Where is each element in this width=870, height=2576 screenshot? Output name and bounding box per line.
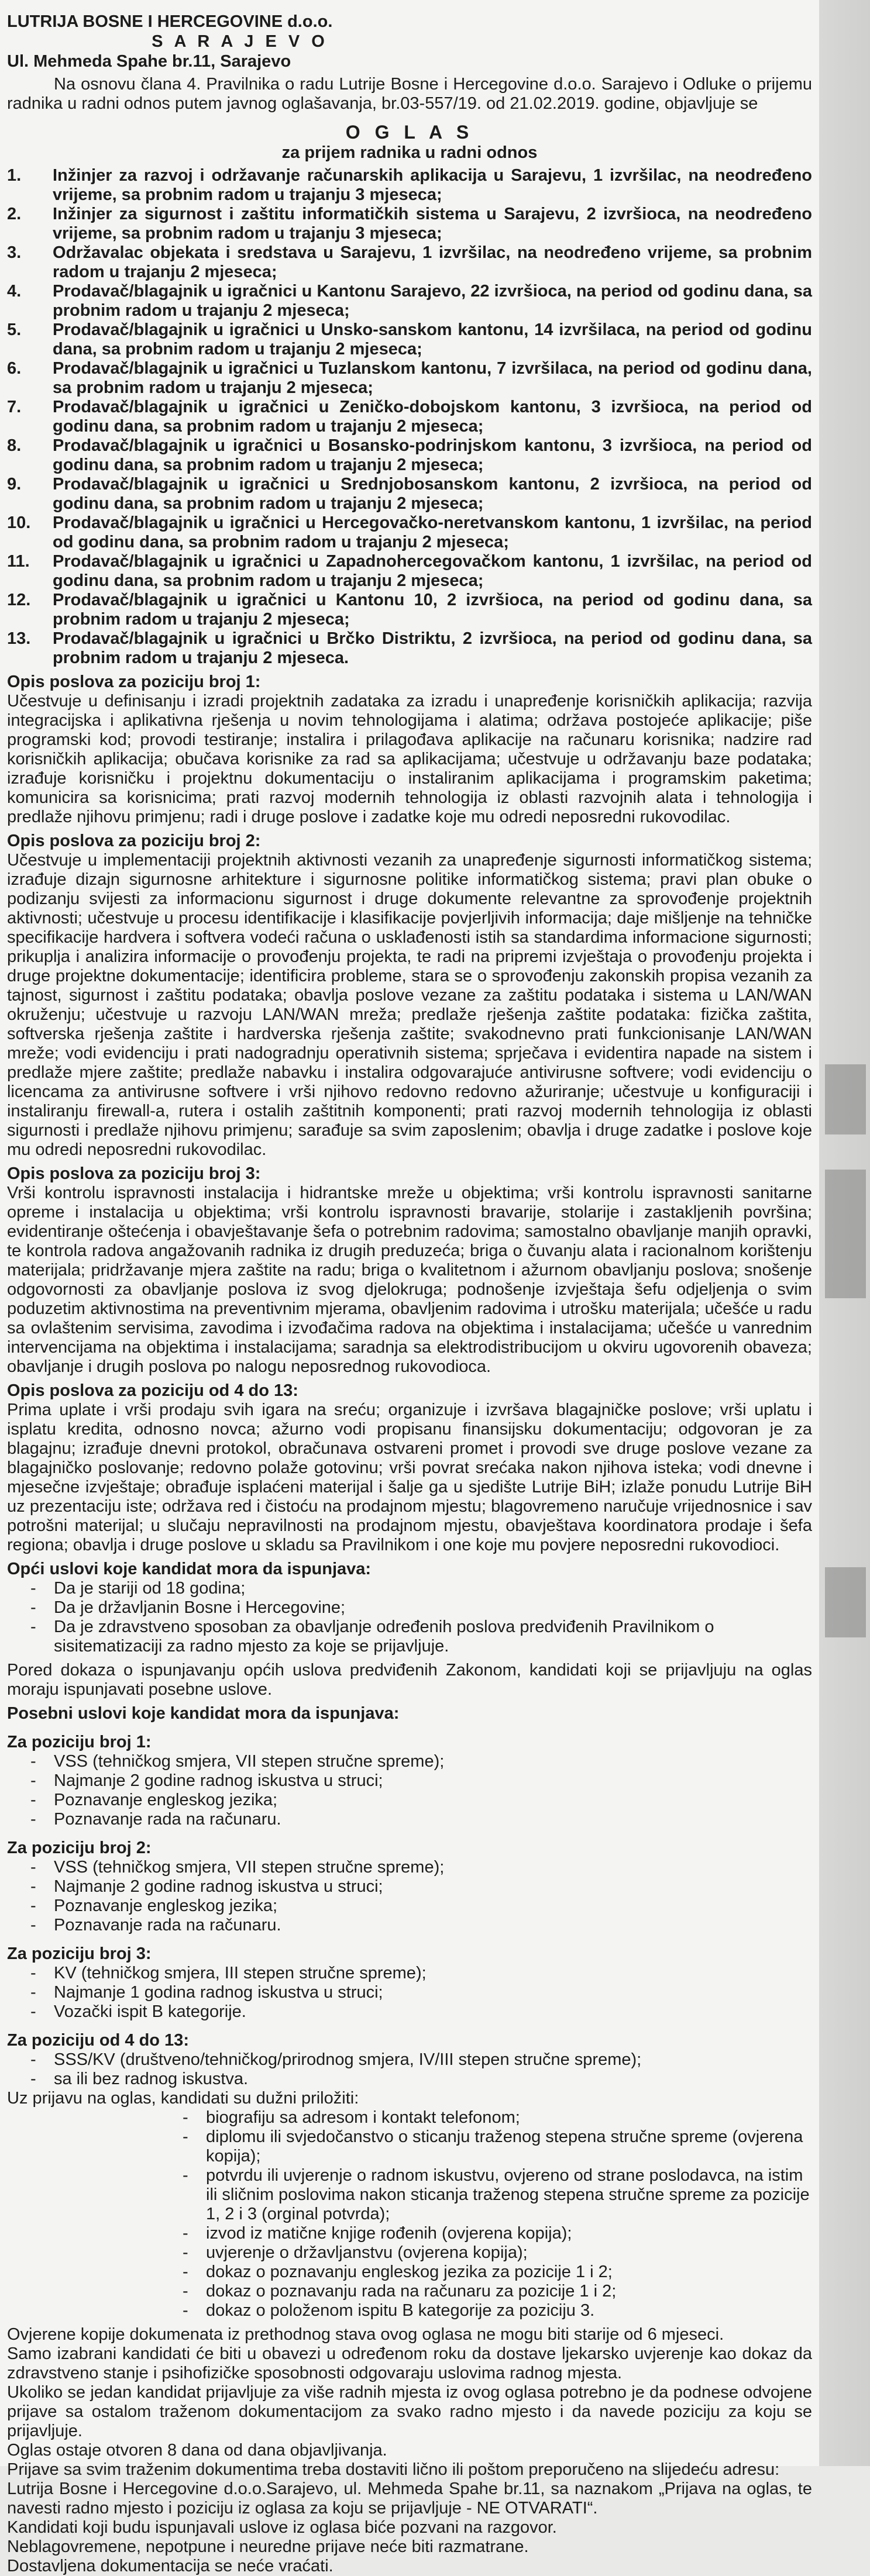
list-item: - Da je zdravstveno sposoban za obavljanje određenih poslova predviđenih Pravilnikom o sisitematizaciji za radno mjesto za koje se prijavljuje. xyxy=(30,1618,812,1656)
adjacent-ad-block xyxy=(825,1170,866,1298)
closing-paragraph: Samo izabrani kandidati će biti u obavezi u određenom roku da dostave ljekarsko uvjerenje kao dokaz da zdravstveno stanje i psihofizičke sposobnosti odgovaraju uslovima radnog mjesta. xyxy=(7,2344,812,2382)
closing-paragraph: Kandidati koji budu ispunjavali uslove iz oglasa biće pozvani na razgovor. xyxy=(7,2518,557,2537)
position-item: 1. Inžinjer za razvoj i održavanje računarskih aplikacija u Sarajevu, 1 izvršilac, na neodređeno vrijeme, sa probnim radom u trajanju 3 mjeseca; xyxy=(7,166,812,204)
list-item: - diplomu ili svjedočanstvo o sticanju traženog stepena stručne spreme (ovjerena kopija); xyxy=(183,2127,812,2166)
position-item: 8. Prodavač/blagajnik u igračnici u Bosansko-podrinjskom kantonu, 3 izvršioca, na period od godinu dana, sa probnim radom u trajanju 2 mjeseca; xyxy=(7,436,812,474)
list-item: - dokaz o poznavanju engleskog jezika za pozicije 1 i 2; xyxy=(183,2263,812,2282)
list-item: - SSS/KV (društveno/tehničkog/prirodnog smjera, IV/III stepen stručne spreme); xyxy=(30,2050,812,2070)
ad-subtitle: za prijem radnika u radni odnos xyxy=(281,143,538,162)
list-item: - Da je stariji od 18 godina; xyxy=(30,1579,812,1598)
ad-title: O G L A S xyxy=(345,122,474,143)
list-item: - Poznavanje rada na računaru. xyxy=(30,1916,812,1935)
special-group-heading: Za poziciju od 4 do 13: xyxy=(7,2031,189,2050)
list-item: - KV (tehničkog smjera, III stepen stručne spreme); xyxy=(30,1964,812,1983)
list-item: - Poznavanje rada na računaru. xyxy=(30,1810,812,1829)
closing-paragraph: Oglas ostaje otvoren 8 dana od dana objavljivanja. xyxy=(7,2441,387,2460)
desc4-heading: Opis poslova za poziciju od 4 do 13: xyxy=(7,1381,298,1400)
company-address: Ul. Mehmeda Spahe br.11, Sarajevo xyxy=(7,52,291,71)
desc2-heading: Opis poslova za poziciju broj 2: xyxy=(7,832,261,850)
list-item: - potvrdu ili uvjerenje o radnom iskustvu, ovjereno od strane poslodavca, na istim ili sličnim poslovima nakon sticanja traženog stepena stručne spreme za pozicije 1, 2 i 3 (orginal potvrda); xyxy=(183,2166,812,2224)
general-heading: Opći uslovi koje kandidat mora da ispunjava: xyxy=(7,1560,372,1578)
list-item: - Poznavanje engleskog jezika; xyxy=(30,1896,812,1916)
desc1-text: Učestvuje u definisanju i izradi projektnih zadataka za izradu i unapređenje korisničkih aplikacija; razvija integracijska i aplikativna rješenja u novim tehnologijama i alatima; održava postojeće aplikacije; piše programski kod; provodi testiranje; instalira i prilagođava aplikacije na računaru korisnika; nadzire rad korisničkih aplikacija; obučava korisnike za rad sa aplikacijama; učestvuje u održavanju baze podataka; izrađuje korisničku i projektnu dokumentaciju o instaliranim aplikacijama i programskim paketima; komunicira sa korisnicima; prati razvoj modernih tehnologija iz oblasti razvojnih alata i tehnologija i predlaže njihovu primjenu; radi i druge poslove i zadatke koje mu odredi neposredni rukovodilac. xyxy=(7,692,812,826)
position-item: 9. Prodavač/blagajnik u igračnici u Srednjobosanskom kantonu, 2 izvršioca, na period od godinu dana, sa probnim radom u trajanju 2 mjeseca; xyxy=(7,475,812,513)
desc4-text: Prima uplate i vrši prodaju svih igara na sreću; organizuje i izvršava blagajničke poslove; vrši uplatu i isplatu kredita, odnosno novca; ažurno vodi propisanu finansijsku dokumentaciju; odgovoran je za blagajnu; izrađuje dnevni protokol, obračunava ostvareni promet i provodi sve druge poslove vezane za blagajničko poslovanje; redovno polaže gotovinu; vrši povrat srećaka nakon njihova isteka; vodi dnevne i mjesečne izvještaje; obrađuje isplaćeni materijal i šalje ga u sjedište Lutrije BiH; izlaže ponudu Lutrije BiH uz prezentaciju iste; održava red i čistoću na prodajnom mjestu; blagovremeno naručuje vrijednosnice i sav potrošni materijal; u slučaju nepravilnosti na prodajnom mjestu, obavještava koordinatora prodaje i šefa regiona; obavlja i druge poslove u skladu sa Pravilnikom i one koje mu povjere neposredni rukovodioci. xyxy=(7,1401,812,1554)
special-group-list xyxy=(7,2050,812,2089)
special-group-heading: Za poziciju broj 1: xyxy=(7,1733,152,1751)
special-group-list xyxy=(7,1964,812,2022)
docs-heading: Uz prijavu na oglas, kandidati su dužni priložiti: xyxy=(7,2089,359,2108)
position-item: 5. Prodavač/blagajnik u igračnici u Unsko-sanskom kantonu, 14 izvršilaca, na period od godinu dana, sa probnim radom u trajanju 2 mjeseca; xyxy=(7,320,812,358)
position-item: 2. Inžinjer za sigurnost i zaštitu informatičkih sistema u Sarajevu, 2 izvršioca, na neodređeno vrijeme, sa probnim radom u trajanju 3 mjeseca; xyxy=(7,205,812,243)
position-item: 13. Prodavač/blagajnik u igračnici u Brčko Distriktu, 2 izvršioca, na period od godinu dana, sa probnim radom u trajanju 2 mjeseca. xyxy=(7,629,812,667)
desc1-heading: Opis poslova za poziciju broj 1: xyxy=(7,673,261,691)
city-name: S A R A J E V O xyxy=(152,32,328,51)
adjacent-ad-block xyxy=(825,1064,866,1134)
closing-paragraph: Ovjerene kopije dokumenata iz prethodnog stava ovog oglasa ne mogu biti starije od 6 mjeseci. xyxy=(7,2325,724,2344)
list-item: - Vozački ispit B kategorije. xyxy=(30,2002,812,2022)
positions-list xyxy=(7,166,812,668)
list-item: - Najmanje 1 godina radnog iskustva u struci; xyxy=(30,1983,812,2002)
special-group-heading: Za poziciju broj 3: xyxy=(7,1944,152,1963)
list-item: - Da je državljanin Bosne i Hercegovine; xyxy=(30,1598,812,1618)
list-item: - uvjerenje o državljanstvu (ovjerena kopija); xyxy=(183,2243,812,2263)
adjacent-ad-block xyxy=(825,1567,866,1637)
list-item: - Poznavanje engleskog jezika; xyxy=(30,1791,812,1810)
list-item: - biografiju sa adresom i kontakt telefonom; xyxy=(183,2108,812,2127)
list-item: - sa ili bez radnog iskustva. xyxy=(30,2070,812,2089)
position-item: 11. Prodavač/blagajnik u igračnici u Zapadnohercegovačkom kantonu, 1 izvršilac, na period od godinu dana, sa probnim radom u trajanju 2 mjeseca; xyxy=(7,552,812,590)
general-list xyxy=(7,1579,812,1656)
list-item: - dokaz o poznavanju rada na računaru za pozicije 1 i 2; xyxy=(183,2282,812,2301)
list-item: - VSS (tehničkog smjera, VII stepen stručne spreme); xyxy=(30,1752,812,1771)
list-item: - VSS (tehničkog smjera, VII stepen stručne spreme); xyxy=(30,1858,812,1877)
position-item: 7. Prodavač/blagajnik u igračnici u Zeničko-dobojskom kantonu, 3 izvršioca, na period od godinu dana, sa probnim radom u trajanju 2 mjeseca; xyxy=(7,398,812,436)
special-group-list xyxy=(7,1752,812,1829)
closing-paragraph: Ukoliko se jedan kandidat prijavljuje za više radnih mjesta iz ovog oglasa potrebno je da podnese odvojene prijave sa ostalom traženom dokumentacijom za svako radno mjesto i da navede poziciju za koju se prijavljuje. xyxy=(7,2383,812,2440)
position-item: 4. Prodavač/blagajnik u igračnici u Kantonu Sarajevo, 22 izvršioca, na period od godinu dana, sa probnim radom u trajanju 2 mjeseca; xyxy=(7,282,812,320)
general-note: Pored dokaza o ispunjavanju općih uslova predviđenih Zakonom, kandidati koji se prijavljuju na oglas moraju ispunjavati posebne uslove. xyxy=(7,1661,812,1699)
list-item: - izvod iz matične knjige rođenih (ovjerena kopija); xyxy=(183,2224,812,2243)
list-item: - Najmanje 2 godine radnog iskustva u struci; xyxy=(30,1877,812,1896)
adjacent-page-edge xyxy=(819,0,870,2466)
closing-paragraph: Prijave sa svim traženim dokumentima treba dostaviti lično ili poštom preporučeno na slijedeću adresu: xyxy=(7,2460,780,2479)
company-name: LUTRIJA BOSNE I HERCEGOVINE d.o.o. xyxy=(7,12,333,31)
closing-paragraph: Dostavljena dokumentacija se neće vraćati. xyxy=(7,2557,333,2575)
special-heading: Posebni uslovi koje kandidat mora da ispunjava: xyxy=(7,1704,400,1723)
position-item: 3. Održavalac objekata i sredstava u Sarajevu, 1 izvršilac, na neodređeno vrijeme, sa probnim radom u trajanju 2 mjeseca; xyxy=(7,243,812,281)
position-item: 10. Prodavač/blagajnik u igračnici u Hercegovačko-neretvanskom kantonu, 1 izvršilac, na period od godinu dana, sa probnim radom u trajanju 2 mjeseca; xyxy=(7,513,812,551)
closing-paragraph: Lutrija Bosne i Hercegovine d.o.o.Sarajevo, ul. Mehmeda Spahe br.11, sa naznakom „Prijava na oglas, te navesti radno mjesto i poziciju iz oglasa za koju se prijavljuje - NE OTVARATI“. xyxy=(7,2480,812,2518)
special-group-heading: Za poziciju broj 2: xyxy=(7,1839,152,1857)
list-item: - Najmanje 2 godine radnog iskustva u struci; xyxy=(30,1771,812,1791)
docs-list xyxy=(7,2108,812,2320)
desc3-heading: Opis poslova za poziciju broj 3: xyxy=(7,1164,261,1183)
closing-paragraph: Neblagovremene, nepotpune i neuredne prijave neće biti razmatrane. xyxy=(7,2537,529,2556)
intro-paragraph: Na osnovu člana 4. Pravilnika o radu Lutrije Bosne i Hercegovine d.o.o. Sarajevo i Odluke o prijemu radnika u radni odnos putem javnog oglašavanja, br.03-557/19. od 21.02.2019. godine, objavljuje se xyxy=(7,75,812,113)
position-item: 6. Prodavač/blagajnik u igračnici u Tuzlanskom kantonu, 7 izvršilaca, na period od godinu dana, sa probnim radom u trajanju 2 mjeseca; xyxy=(7,359,812,397)
special-group-list xyxy=(7,1858,812,1935)
desc3-text: Vrši kontrolu ispravnosti instalacija i hidrantske mreže u objektima; vrši kontrolu ispravnosti sanitarne opreme i instalacija u objektima; vrši kontrolu ispravnosti bravarije, stolarije i zastakljenih površina; evidentiranje oštećenja i obavještavanje šefa o potrebnim radovima; samostalno obavljanje manjih opravki, te kontrola radova angažovanih radnika iz drugih preduzeća; briga o čuvanju alata i racionalnom korištenju materijala; pridržavanje mjera zaštite na radu; briga o kvalitetnom i ažurnom obavljanju poslova; snošenje odgovornosti za obavljanje poslova iz svog djelokruga; podnošenje izvještaja šefu odjeljenja o svim poduzetim aktivnostima na preventivnim mjerama, obavljenim radovima i utrošku materijala; učešće u radu sa ovlaštenim servisima, zavodima i izvođačima radova na objektima i instalacijama; učešće u vanrednim intervencijama na objektima i instalacijama; saradnja sa elektrodistribucijom u okviru ugovorenih obaveza; obavljanje i drugih poslova po nalogu neposrednog rukovodioca. xyxy=(7,1184,812,1376)
desc2-text: Učestvuje u implementaciji projektnih aktivnosti vezanih za unapređenje sigurnosti informatičkog sistema; izrađuje dizajn sigurnosne arhitekture i sigurnosne politike informatičkog sistema; pravi plan obuke o podizanju svijesti za informacionu sigurnost i druge dokumente relevantne za sprovođenje projektnih aktivnosti; učestvuje u procesu identifikacije i klasifikacije povjerljivih informacija; daje mišljenje na tehničke specifikacije hardvera i softvera vodeći računa o usklađenosti istih sa standardima informacione sigurnosti; prikuplja i analizira informacije o provođenju projekta, te radi na pripremi izvještaja o provođenju projekta i druge projektne dokumentacije; identificira probleme, stara se o sprovođenju zakonskih propisa vezanih za tajnost, sigurnost i zaštitu podataka; obavlja poslove vezane za zaštitu podataka i sistema u LAN/WAN okruženju; učestvuje u razvoju LAN/WAN mreža; predlaže rješenja zaštite podataka: fizička zaštita, softverska rješenja zaštite i hardverska rješenja zaštite; svakodnevno prati funkcionisanje LAN/WAN mreže; vodi evidenciju i prati nadogradnju operativnih sistema; sprječava i evidentira napade na sistem i predlaže mjere zaštite; predlaže nabavku i instalira odgovarajuće antivirusne softvere; vodi evidenciju o licencama za antivirusne softvere i vrši njihovo redovno redovno ažuriranje; učestvuje u konfiguraciji i instaliranju firewall-a, rutera i ostalih zaštitnih komponenti; prati razvoj modernih tehnologija iz oblasti sigurnosti i predlaže njihovu primjenu; sarađuje sa svim zaposlenim; obavlja i druge zadatke i poslove koje mu odredi neposredni rukovodilac. xyxy=(7,851,812,1159)
position-item: 12. Prodavač/blagajnik u igračnici u Kantonu 10, 2 izvršioca, na period od godinu dana, sa probnim radom u trajanju 2 mjeseca; xyxy=(7,591,812,629)
list-item: - dokaz o položenom ispitu B kategorije za poziciju 3. xyxy=(183,2301,812,2320)
